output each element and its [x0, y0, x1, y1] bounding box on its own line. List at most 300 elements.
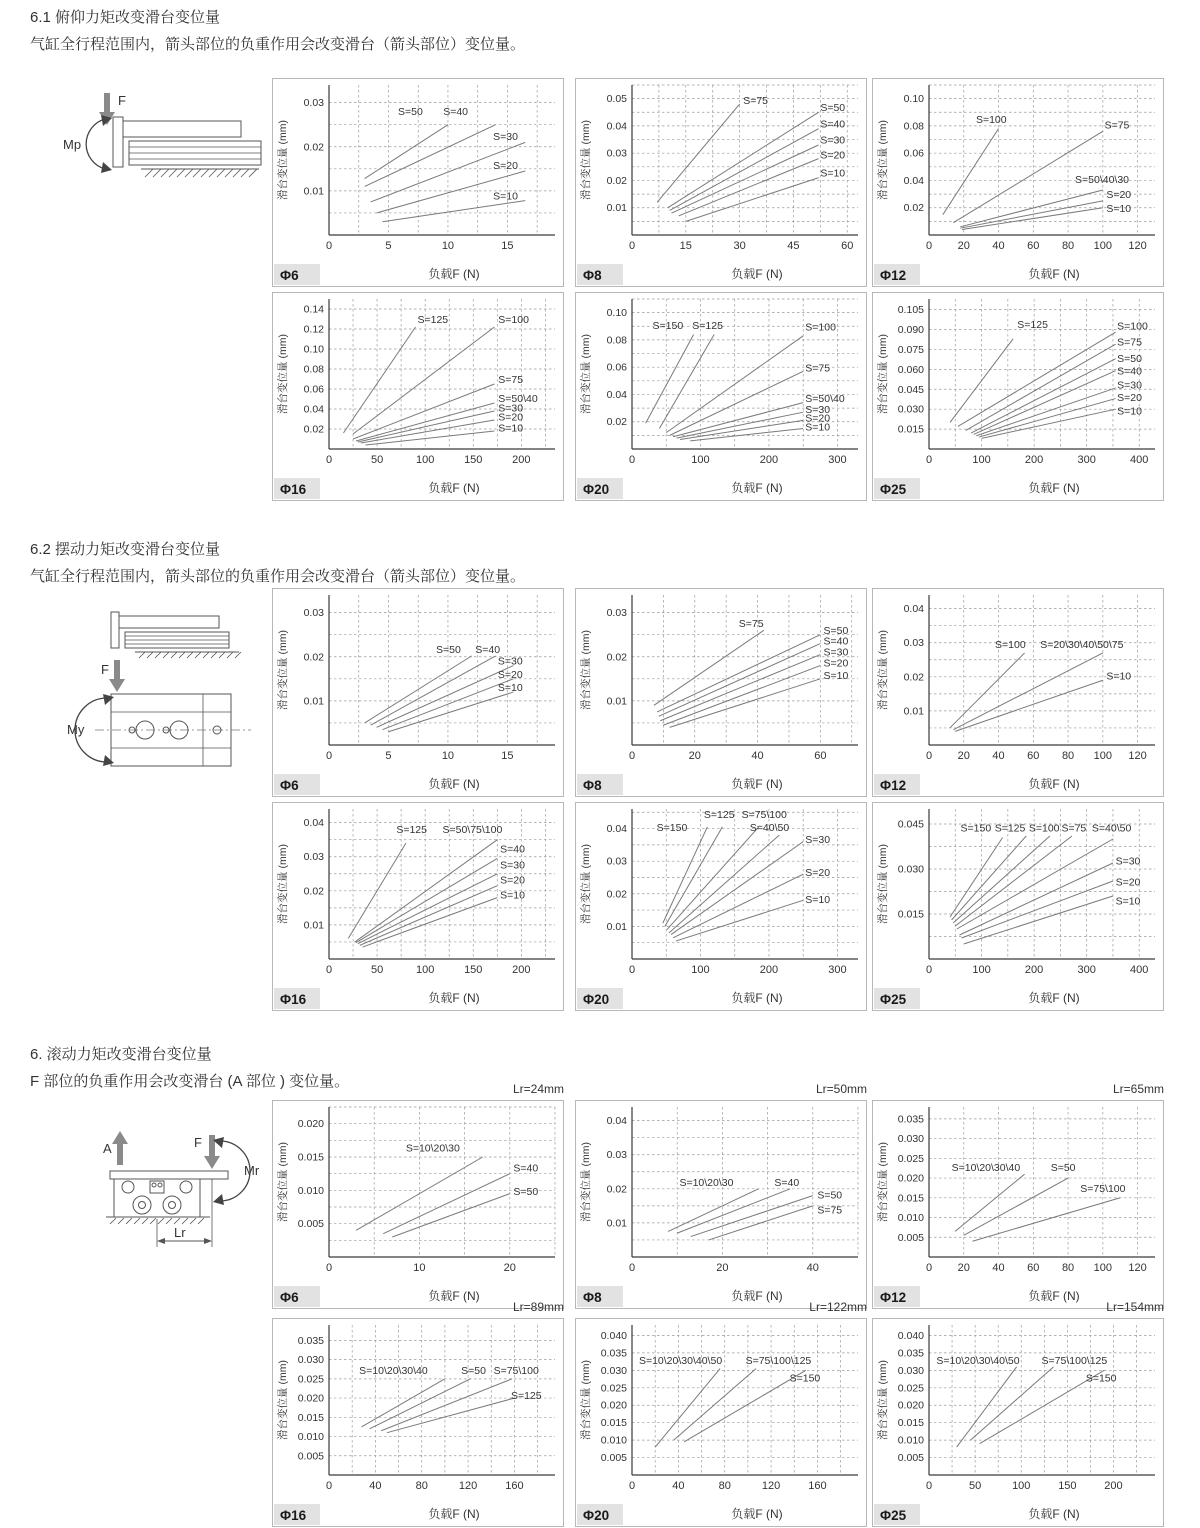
chart-canvas — [576, 79, 866, 286]
slide-table — [119, 616, 219, 628]
y-tick-label: 0.02 — [606, 888, 627, 901]
x-tick-label: 100 — [691, 454, 710, 466]
y-tick-label: 0.02 — [606, 1183, 627, 1196]
y-axis-label: 滑台变位量 (mm) — [277, 334, 289, 414]
y-tick-label: 0.005 — [297, 1450, 324, 1463]
y-tick-label: 0.01 — [606, 695, 627, 708]
lr-label: Lr=65mm — [1112, 1082, 1164, 1096]
series-label: S=40 — [513, 1162, 539, 1175]
x-tick-label: 400 — [1130, 964, 1149, 976]
x-axis-label: 负载F (N) — [731, 1289, 783, 1303]
x-tick-label: 0 — [628, 964, 636, 976]
y-tick-label: 0.01 — [903, 705, 924, 718]
x-tick-label: 300 — [1077, 454, 1096, 466]
y-tick-label: 0.020 — [600, 1399, 627, 1412]
series-label: S=100 — [975, 114, 1007, 127]
series-label: S=20 — [500, 874, 526, 887]
series-label: S=50 — [436, 644, 461, 657]
series-line — [365, 125, 496, 187]
series-label: S=75 — [1117, 336, 1142, 349]
series-label: S=10 — [1106, 202, 1132, 215]
series-label: S=20 — [1106, 189, 1132, 202]
x-tick-label: 150 — [464, 964, 483, 976]
moment-arrowhead-icon — [213, 1194, 224, 1205]
series-label: S=20 — [805, 866, 831, 879]
chart-canvas — [576, 1319, 866, 1526]
series-label: S=75\100 — [493, 1365, 539, 1378]
series-line — [691, 1196, 813, 1237]
y-tick-label: 0.03 — [303, 97, 324, 110]
y-tick-label: 0.030 — [897, 863, 924, 876]
x-tick-label: 0 — [628, 1262, 636, 1274]
y-tick-label: 0.020 — [897, 1399, 924, 1412]
bore-badge: Φ8 — [583, 1290, 602, 1305]
y-tick-label: 0.030 — [600, 1364, 627, 1377]
series-line — [676, 900, 803, 941]
x-tick-label: 0 — [628, 454, 636, 466]
slide-table — [110, 1171, 228, 1179]
series-line — [667, 827, 759, 930]
series-label: S=75 — [1061, 822, 1087, 835]
y-tick-label: 0.06 — [303, 383, 324, 396]
bore-badge: Φ20 — [583, 1508, 610, 1523]
series-line — [361, 420, 495, 443]
series-line — [646, 334, 694, 423]
series-label: S=50\40 — [498, 393, 538, 405]
series-label: S=10\20\30 — [405, 1142, 460, 1155]
chart-canvas — [273, 589, 563, 796]
y-tick-label: 0.03 — [606, 1149, 627, 1162]
x-tick-label: 40 — [992, 1262, 1005, 1274]
y-tick-label: 0.005 — [897, 1231, 924, 1244]
series-line — [959, 863, 1112, 935]
section-6-1-heading: 6.1 俯仰力矩改变滑台变位量 — [30, 9, 221, 26]
series-label: S=20 — [823, 657, 849, 670]
x-tick-label: 100 — [972, 964, 991, 976]
y-tick-label: 0.03 — [606, 147, 627, 160]
series-line — [383, 201, 526, 222]
y-tick-label: 0.08 — [903, 120, 924, 133]
cylinder-cap — [111, 612, 119, 648]
series-line — [979, 399, 1116, 437]
x-tick-label: 0 — [628, 750, 636, 762]
y-tick-label: 0.020 — [297, 1392, 324, 1405]
series-label: S=10 — [498, 422, 524, 435]
x-axis-label: 负载F (N) — [428, 1289, 480, 1303]
y-tick-label: 0.015 — [897, 1417, 924, 1430]
series-label: S=40 — [1117, 365, 1142, 378]
x-tick-label: 0 — [925, 454, 933, 466]
series-line — [365, 125, 448, 179]
y-tick-label: 0.03 — [303, 851, 324, 864]
x-tick-label: 40 — [672, 1480, 685, 1492]
series-label: S=30 — [493, 131, 518, 144]
x-tick-label: 200 — [1024, 454, 1044, 466]
x-tick-label: 0 — [628, 240, 636, 252]
x-tick-label: 200 — [1024, 964, 1044, 976]
x-tick-label: 10 — [441, 240, 455, 252]
force-arrowhead-icon — [204, 1156, 220, 1169]
y-tick-label: 0.12 — [303, 323, 324, 336]
y-tick-label: 0.015 — [297, 1151, 324, 1164]
y-axis-label: 滑台变位量 (mm) — [277, 630, 289, 710]
series-label: S=50\75\100 — [442, 823, 503, 836]
force-label: F — [101, 662, 109, 677]
x-tick-label: 0 — [925, 964, 933, 976]
y-tick-label: 0.01 — [606, 920, 627, 933]
y-tick-label: 0.01 — [606, 202, 627, 215]
x-tick-label: 10 — [413, 1262, 426, 1274]
y-tick-label: 0.010 — [297, 1184, 324, 1197]
chart-tile-Φ20 — [575, 292, 867, 501]
chart-tile-Φ12 — [872, 78, 1164, 287]
y-axis-label: 滑台变位量 (mm) — [877, 1360, 889, 1440]
series-label: S=75\100\125 — [1041, 1355, 1108, 1368]
bore-badge: Φ20 — [583, 482, 610, 497]
x-tick-label: 60 — [1027, 750, 1040, 762]
y-tick-label: 0.04 — [606, 120, 627, 133]
x-tick-label: 200 — [512, 454, 531, 466]
series-line — [371, 656, 496, 725]
y-axis-label: 滑台变位量 (mm) — [877, 120, 889, 200]
y-tick-label: 0.01 — [606, 1217, 627, 1230]
bore-badge: Φ16 — [280, 1508, 307, 1523]
series-label: S=30 — [805, 403, 831, 416]
x-tick-label: 5 — [385, 750, 392, 762]
x-tick-label: 0 — [325, 454, 333, 466]
y-axis-label: 滑台变位量 (mm) — [277, 844, 289, 924]
chart-canvas — [273, 803, 563, 1010]
series-line — [670, 129, 819, 211]
series-label: S=150 — [789, 1372, 821, 1385]
y-tick-label: 0.06 — [903, 147, 924, 160]
x-tick-label: 200 — [759, 964, 779, 976]
y-tick-label: 0.01 — [303, 185, 324, 198]
series-label: S=20 — [497, 668, 523, 681]
x-tick-label: 200 — [1104, 1480, 1123, 1492]
x-tick-label: 80 — [415, 1480, 428, 1492]
y-tick-label: 0.035 — [897, 1113, 924, 1126]
chart-canvas — [576, 1101, 866, 1308]
bore-badge: Φ8 — [583, 778, 602, 793]
series-label: S=30 — [1117, 379, 1142, 392]
y-axis-label: 滑台变位量 (mm) — [580, 334, 592, 414]
x-tick-label: 100 — [415, 454, 435, 466]
series-label: S=40 — [475, 644, 501, 657]
series-label: S=10\20\30\40\50 — [936, 1355, 1020, 1368]
bore-badge: Φ6 — [280, 778, 299, 793]
y-tick-label: 0.005 — [897, 1452, 924, 1465]
chart-canvas — [576, 589, 866, 796]
y-tick-label: 0.045 — [897, 383, 924, 396]
y-tick-label: 0.020 — [297, 1118, 324, 1131]
y-axis-label: 滑台变位量 (mm) — [877, 844, 889, 924]
series-label: S=75 — [805, 362, 831, 375]
chart-tile-Φ6 — [272, 588, 564, 797]
series-label: S=75\100\125 — [745, 1355, 812, 1368]
chart-tile-Φ25 — [872, 292, 1164, 501]
y-tick-label: 0.090 — [897, 324, 924, 337]
x-tick-label: 160 — [808, 1480, 827, 1492]
series-line — [358, 874, 497, 944]
series-line — [361, 1379, 444, 1427]
x-axis-label: 负载F (N) — [731, 777, 783, 791]
moment-label: My — [67, 722, 85, 737]
chart-tile-Φ25 — [872, 1318, 1164, 1527]
y-tick-label: 0.030 — [897, 1133, 924, 1146]
series-label: S=40 — [443, 106, 469, 118]
chart-canvas — [273, 79, 563, 286]
x-tick-label: 20 — [957, 750, 970, 762]
x-tick-label: 15 — [679, 240, 692, 252]
y-tick-label: 0.040 — [600, 1329, 627, 1342]
section-6-subheading: F 部位的负重作用会改变滑台 (A 部位 ) 变位量。 — [30, 1073, 350, 1090]
chart-tile-Φ12 — [872, 1100, 1164, 1309]
x-tick-label: 60 — [1027, 1262, 1040, 1274]
x-tick-label: 40 — [751, 750, 764, 762]
bore-badge: Φ20 — [583, 992, 610, 1007]
y-tick-label: 0.04 — [303, 817, 324, 830]
series-line — [972, 1198, 1120, 1241]
series-line — [657, 635, 820, 712]
x-axis-label: 负载F (N) — [428, 267, 480, 281]
x-tick-label: 150 — [464, 454, 483, 466]
y-tick-label: 0.010 — [897, 1434, 924, 1447]
series-label: S=30 — [498, 402, 524, 415]
series-line — [955, 680, 1103, 731]
y-tick-label: 0.03 — [303, 607, 324, 620]
chart-canvas — [873, 79, 1163, 286]
series-label: S=30 — [1115, 855, 1141, 868]
roll-moment-diagram — [70, 1125, 270, 1270]
y-tick-label: 0.04 — [606, 1115, 627, 1128]
y-tick-label: 0.04 — [606, 823, 627, 836]
y-tick-label: 0.04 — [606, 388, 627, 401]
force-arrowhead-icon — [109, 679, 125, 692]
x-tick-label: 0 — [325, 1480, 333, 1492]
pitch-moment-diagram — [55, 85, 270, 220]
series-line — [950, 653, 1025, 728]
series-label: S=100 — [805, 321, 836, 334]
series-label: S=75 — [1104, 119, 1130, 132]
chart-canvas — [873, 589, 1163, 796]
y-tick-label: 0.010 — [897, 1212, 924, 1225]
y-tick-label: 0.02 — [606, 174, 627, 187]
lr-label: Lr=89mm — [512, 1300, 564, 1314]
chart-tile-Φ20 — [575, 1318, 867, 1527]
y-tick-label: 0.02 — [606, 651, 627, 664]
y-tick-label: 0.035 — [897, 1347, 924, 1360]
y-tick-label: 0.04 — [303, 403, 324, 416]
y-tick-label: 0.015 — [297, 1411, 324, 1424]
bore-badge: Φ6 — [280, 268, 299, 283]
x-tick-label: 100 — [691, 964, 710, 976]
reaction-arrowhead-icon — [112, 1131, 128, 1144]
series-label: S=10 — [493, 190, 518, 203]
chart-canvas — [873, 1101, 1163, 1308]
y-tick-label: 0.030 — [297, 1354, 324, 1367]
lr-label: Lr=122mm — [809, 1300, 867, 1314]
series-line — [962, 208, 1103, 230]
series-label: S=50 — [397, 106, 423, 118]
series-label: S=75 — [817, 1204, 843, 1217]
series-label: S=10 — [823, 669, 849, 682]
dimension-arrowhead-icon — [157, 1238, 165, 1244]
x-axis-label: 负载F (N) — [1028, 267, 1080, 281]
y-tick-label: 0.030 — [897, 403, 924, 416]
x-axis-label: 负载F (N) — [731, 1507, 783, 1521]
series-label: S=75 — [738, 617, 764, 630]
series-label: S=125 — [510, 1389, 542, 1402]
y-tick-label: 0.010 — [297, 1431, 324, 1444]
x-tick-label: 100 — [415, 964, 435, 976]
series-label: S=40 — [823, 635, 849, 648]
series-line — [370, 1379, 471, 1429]
x-axis-label: 负载F (N) — [428, 777, 480, 791]
x-tick-label: 80 — [1061, 750, 1075, 762]
y-tick-label: 0.035 — [297, 1334, 324, 1347]
section-6-2-subheading: 气缸全行程范围内，箭头部位的负重作用会改变滑台（箭头部位）变位量。 — [30, 568, 526, 585]
x-axis-label: 负载F (N) — [428, 1507, 480, 1521]
series-line — [982, 409, 1116, 438]
dimension-arrowhead-icon — [204, 1238, 212, 1244]
chart-canvas — [576, 803, 866, 1010]
y-tick-label: 0.08 — [606, 334, 627, 347]
x-tick-label: 15 — [501, 750, 514, 762]
y-tick-label: 0.060 — [897, 363, 924, 376]
series-line — [950, 838, 1003, 918]
chart-canvas — [273, 1101, 563, 1308]
y-tick-label: 0.14 — [303, 303, 324, 316]
x-tick-label: 80 — [718, 1480, 731, 1492]
y-tick-label: 0.02 — [903, 671, 924, 684]
moment-label: Mr — [244, 1163, 260, 1178]
y-tick-label: 0.030 — [897, 1364, 924, 1377]
series-label: S=20 — [1117, 392, 1142, 405]
y-tick-label: 0.020 — [897, 1172, 924, 1185]
y-tick-label: 0.02 — [303, 885, 324, 898]
lr-label: Lr=154mm — [1106, 1300, 1164, 1314]
chart-canvas — [873, 1319, 1163, 1526]
x-axis-label: 负载F (N) — [1028, 481, 1080, 495]
series-label: S=10 — [1117, 405, 1142, 418]
y-axis-label: 滑台变位量 (mm) — [877, 334, 889, 414]
x-tick-label: 50 — [370, 454, 384, 466]
series-label: S=50 — [820, 101, 846, 114]
x-tick-label: 300 — [828, 454, 847, 466]
x-tick-label: 300 — [828, 964, 847, 976]
chart-tile-Φ8 — [575, 78, 867, 287]
y-tick-label: 0.025 — [600, 1382, 627, 1395]
ground-hatch — [139, 652, 241, 658]
series-label: S=125 — [994, 822, 1026, 835]
series-label: S=20 — [493, 159, 518, 172]
x-tick-label: 0 — [325, 964, 333, 976]
series-label: S=50 — [513, 1186, 539, 1198]
series-label: S=150 — [1085, 1372, 1117, 1385]
y-tick-label: 0.03 — [606, 855, 627, 868]
x-tick-label: 20 — [688, 750, 701, 762]
x-axis-label: 负载F (N) — [731, 991, 783, 1005]
series-label: S=50 — [1050, 1161, 1076, 1174]
force-label: F — [194, 1135, 202, 1150]
series-line — [388, 692, 513, 732]
x-tick-label: 40 — [806, 1262, 819, 1274]
y-axis-label: 滑台变位量 (mm) — [277, 120, 289, 200]
series-label: S=10 — [1106, 670, 1132, 683]
series-label: S=125 — [703, 809, 735, 822]
y-axis-label: 滑台变位量 (mm) — [877, 1142, 889, 1222]
series-label: S=50\40 — [805, 392, 845, 405]
y-tick-label: 0.015 — [600, 1417, 627, 1430]
chart-tile-Φ25 — [872, 802, 1164, 1011]
x-tick-label: 40 — [992, 240, 1005, 252]
pitch-moment-sketch — [55, 85, 270, 220]
series-line — [690, 429, 803, 441]
x-tick-label: 80 — [1061, 240, 1075, 252]
y-tick-label: 0.015 — [897, 1192, 924, 1205]
chart-tile-Φ6 — [272, 1100, 564, 1309]
y-tick-label: 0.01 — [303, 695, 324, 708]
series-line — [668, 1189, 758, 1232]
series-label: S=50\40\30 — [1075, 174, 1130, 187]
series-line — [671, 145, 818, 213]
y-tick-label: 0.02 — [303, 423, 324, 436]
x-tick-label: 60 — [814, 750, 827, 762]
series-label: S=20\30\40\50\75 — [1040, 638, 1124, 651]
x-tick-label: 0 — [925, 1262, 933, 1274]
series-label: S=75\100 — [1080, 1182, 1126, 1195]
series-label: S=125 — [692, 320, 723, 332]
chart-canvas — [873, 293, 1163, 500]
series-line — [343, 327, 415, 433]
y-tick-label: 0.06 — [606, 361, 627, 374]
x-tick-label: 20 — [503, 1262, 516, 1274]
series-label: S=20 — [498, 411, 524, 424]
chart-canvas — [576, 293, 866, 500]
x-tick-label: 0 — [628, 1480, 636, 1492]
series-line — [966, 344, 1116, 430]
x-tick-label: 20 — [957, 1262, 970, 1274]
chart-canvas — [273, 293, 563, 500]
y-axis-label: 滑台变位量 (mm) — [580, 1142, 592, 1222]
y-tick-label: 0.105 — [897, 304, 924, 317]
series-label: S=10\20\30\40 — [951, 1161, 1021, 1174]
series-label: S=50 — [461, 1365, 486, 1378]
series-label: S=75 — [498, 374, 524, 386]
y-axis-label: 滑台变位量 (mm) — [580, 1360, 592, 1440]
series-label: S=50 — [1117, 353, 1142, 366]
x-axis-label: 负载F (N) — [1028, 1507, 1080, 1521]
bore-badge: Φ8 — [583, 268, 602, 283]
y-axis-label: 滑台变位量 (mm) — [580, 630, 592, 710]
series-label: S=125 — [396, 823, 427, 836]
series-label: S=40 — [774, 1177, 800, 1190]
yaw-moment-sketch — [55, 598, 270, 783]
series-label: S=30 — [805, 834, 831, 847]
x-tick-label: 5 — [385, 240, 392, 252]
series-label: S=40\50 — [749, 822, 790, 835]
y-axis-label: 滑台变位量 (mm) — [277, 1142, 289, 1222]
series-label: S=125 — [1017, 319, 1048, 332]
force-label: F — [118, 93, 126, 108]
chart-tile-Φ16 — [272, 802, 564, 1011]
series-line — [955, 1174, 1025, 1231]
x-axis-label: 负载F (N) — [428, 481, 480, 495]
moment-arrowhead-icon — [101, 162, 112, 173]
bore-badge: Φ25 — [880, 992, 907, 1007]
chart-canvas — [273, 1319, 563, 1526]
